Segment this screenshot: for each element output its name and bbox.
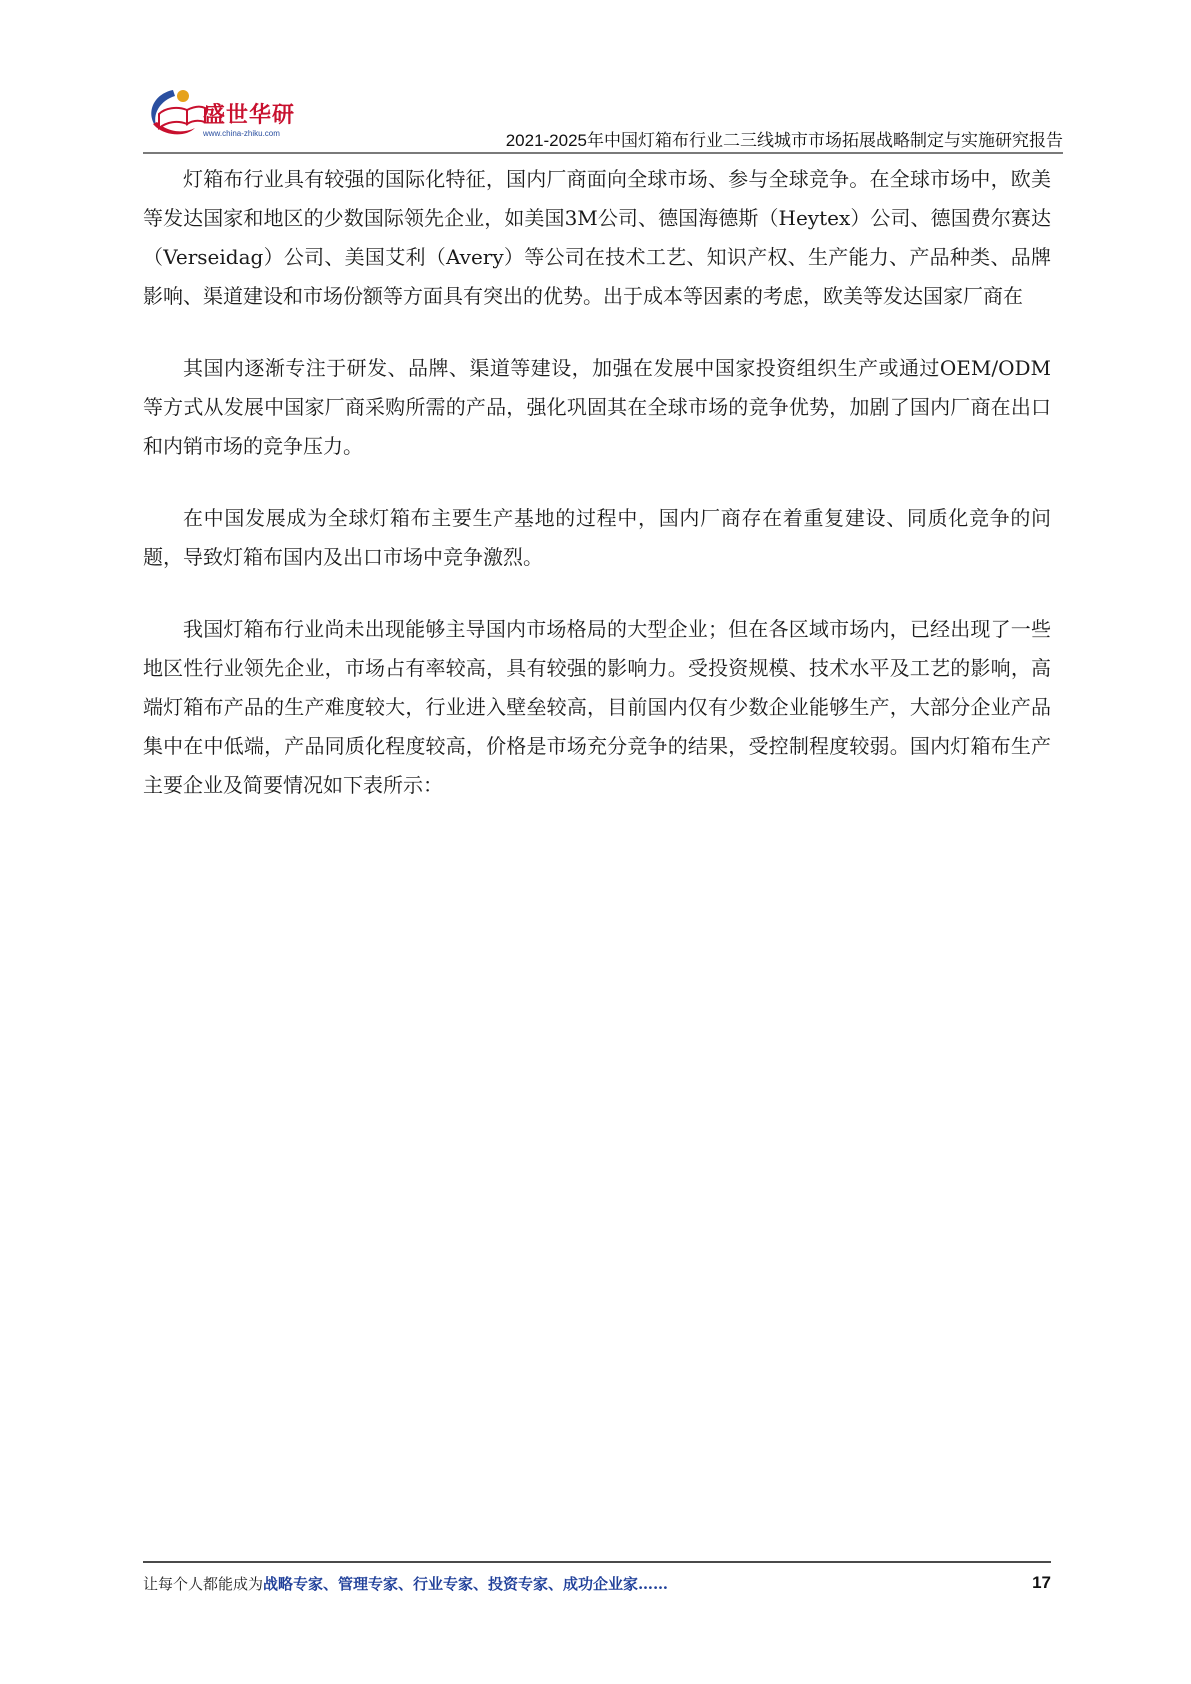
footer-slogan-prefix: 让每个人都能成为 xyxy=(143,1575,264,1593)
logo-url: www.china-zhiku.com xyxy=(203,129,280,138)
report-title: 2021-2025年中国灯箱布行业二三线城市市场拓展战略制定与实施研究报告 xyxy=(505,131,1063,150)
paragraph: 在中国发展成为全球灯箱布主要生产基地的过程中，国内厂商存在着重复建设、同质化竞争的问题，导致灯箱布国内及出口市场中竞争激烈。 xyxy=(143,506,1051,569)
page-footer xyxy=(143,1573,1051,1597)
paragraph: 我国灯箱布行业尚未出现能够主导国内市场格局的大型企业；但在各区域市场内，已经出现了一些地区性行业领先企业，市场占有率较高，具有较强的影响力。受投资规模、技术水平及工艺的影响，高端灯箱布产品的生产难度较大，行业进入壁垒较高，目前国内仅有少数企业能够生产，大部分企业产品集中在中低端，产品同质化程度较高，价格是市场充分竞争的结果，受控制程度较弱。国内灯箱布生产主要企业及简要情况如下表所示： xyxy=(143,617,1051,797)
paragraph: 灯箱布行业具有较强的国际化特征，国内厂商面向全球市场、参与全球竞争。在全球市场中，欧美等发达国家和地区的少数国际领先企业，如美国3M公司、德国海德斯（Heytex）公司、德国费尔赛达（Verseidag）公司、美国艾利（Avery）等公司在技术工艺、知识产权、生产能力、产品种类、品牌影响、渠道建设和市场份额等方面具有突出的优势。出于成本等因素的考虑，欧美等发达国家厂商在 xyxy=(143,167,1051,308)
logo-text: 盛世华研 xyxy=(203,103,296,128)
header-divider xyxy=(143,152,1063,154)
page-header xyxy=(143,84,1063,150)
footer-slogan-emphasis: 战略专家、管理专家、行业专家、投资专家、成功企业家…… xyxy=(263,1575,669,1593)
body-text xyxy=(143,160,1051,838)
company-logo xyxy=(143,84,303,148)
page-number: 17 xyxy=(1032,1573,1051,1592)
footer-divider xyxy=(143,1561,1051,1563)
paragraph: 其国内逐渐专注于研发、品牌、渠道等建设，加强在发展中国家投资组织生产或通过OEM/ODM等方式从发展中国家厂商采购所需的产品，强化巩固其在全球市场的竞争优势，加剧了国内厂商在出口和内销市场的竞争压力。 xyxy=(143,356,1051,458)
